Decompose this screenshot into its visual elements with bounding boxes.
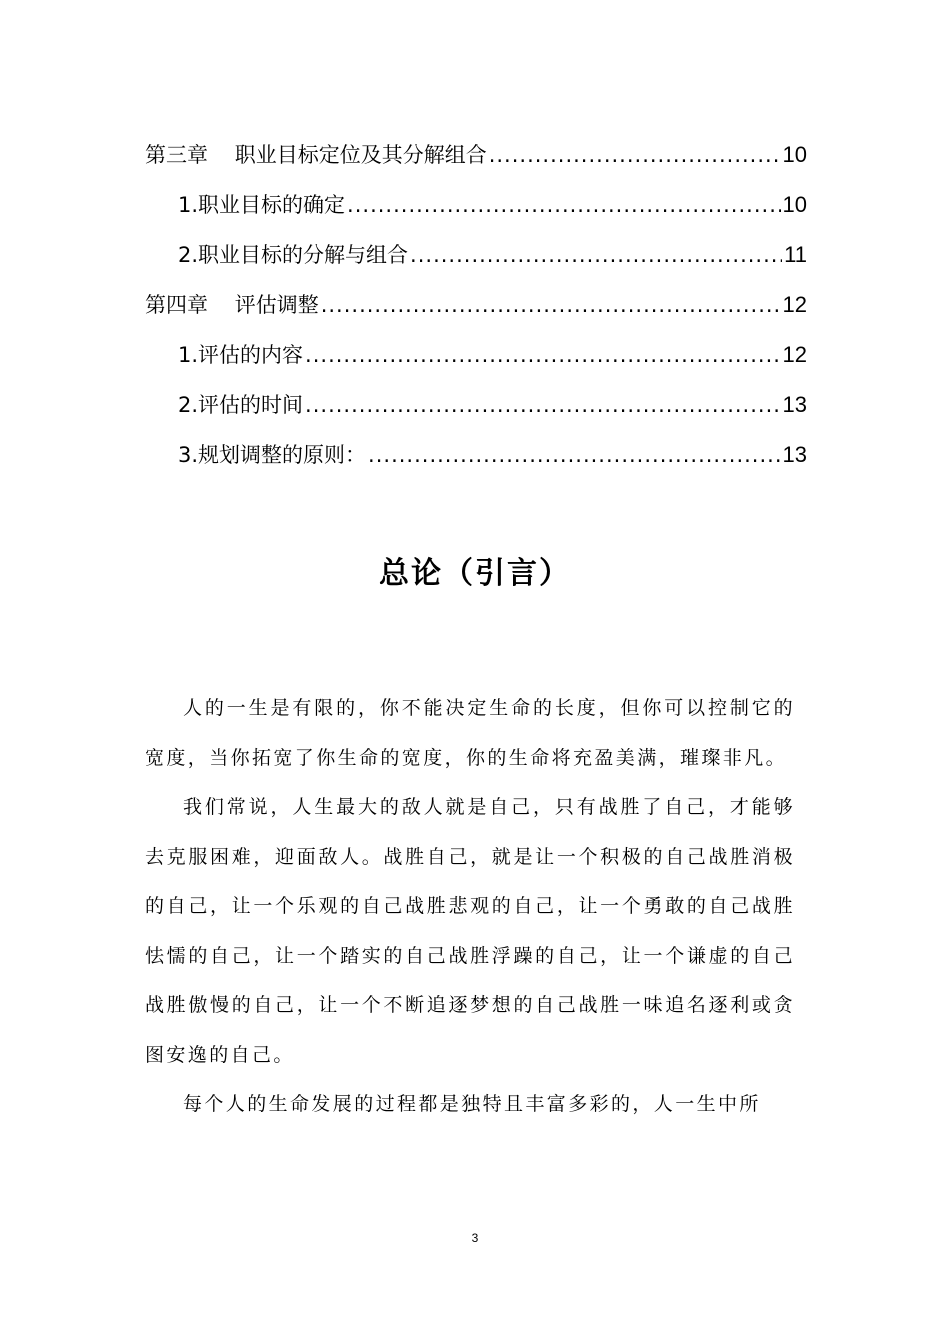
toc-page-number: 13 xyxy=(782,392,807,417)
toc-dot-leader xyxy=(305,380,780,430)
toc-dot-leader xyxy=(489,130,781,180)
toc-entry-3-2[interactable] xyxy=(145,230,807,280)
toc-page-number: 12 xyxy=(782,342,807,367)
toc-entry-text: 第三章 职业目标定位及其分解组合 xyxy=(145,143,487,167)
toc-entry-3-1[interactable] xyxy=(145,180,807,230)
toc-entry-text: 2.职业目标的分解与组合 xyxy=(178,243,409,267)
body-text xyxy=(145,684,795,1130)
toc-entry-chapter-4[interactable] xyxy=(145,280,807,330)
page-number: 3 xyxy=(471,1231,479,1245)
toc-entry-4-3[interactable] xyxy=(145,430,807,480)
toc-dot-leader xyxy=(347,180,780,230)
toc-entry-text: 3.规划调整的原则： xyxy=(178,443,367,467)
toc-page-number: 13 xyxy=(782,442,807,467)
paragraph: 人的一生是有限的，你不能决定生命的长度，但你可以控制它的宽度，当你拓宽了你生命的宽度，你的生命将充盈美满，璀璨非凡。 xyxy=(145,697,795,769)
toc-dot-leader xyxy=(305,330,780,380)
toc-page-number: 10 xyxy=(782,142,807,167)
toc-dot-leader xyxy=(368,430,780,480)
toc-entry-chapter-3[interactable] xyxy=(145,130,807,180)
toc-dot-leader xyxy=(321,280,781,330)
toc-entry-4-1[interactable] xyxy=(145,330,807,380)
section-heading: 总论（引言） xyxy=(379,556,571,591)
toc-entry-text: 1.评估的内容 xyxy=(178,343,304,367)
paragraph: 我们常说，人生最大的敌人就是自己，只有战胜了自己，才能够去克服困难，迎面敌人。战胜自己，就是让一个积极的自己战胜消极的自己，让一个乐观的自己战胜悲观的自己，让一个勇敢的自己战胜怯懦的自己，让一个踏实的自己战胜浮躁的自己，让一个谦虚的自己战胜傲慢的自己，让一个不断追逐梦想的自己战胜一味追名逐利或贪图安逸的自己。 xyxy=(145,796,795,1066)
toc-entry-text: 1.职业目标的确定 xyxy=(178,193,346,217)
table-of-contents xyxy=(145,130,807,480)
toc-entry-text: 2.评估的时间 xyxy=(178,393,304,417)
toc-page-number: 11 xyxy=(784,242,807,267)
paragraph: 每个人的生命发展的过程都是独特且丰富多彩的，人一生中所 xyxy=(183,1093,761,1115)
toc-entry-text: 第四章 评估调整 xyxy=(145,293,319,317)
toc-entry-4-2[interactable] xyxy=(145,380,807,430)
toc-page-number: 12 xyxy=(782,292,807,317)
toc-dot-leader xyxy=(410,230,782,280)
toc-page-number: 10 xyxy=(782,192,807,217)
